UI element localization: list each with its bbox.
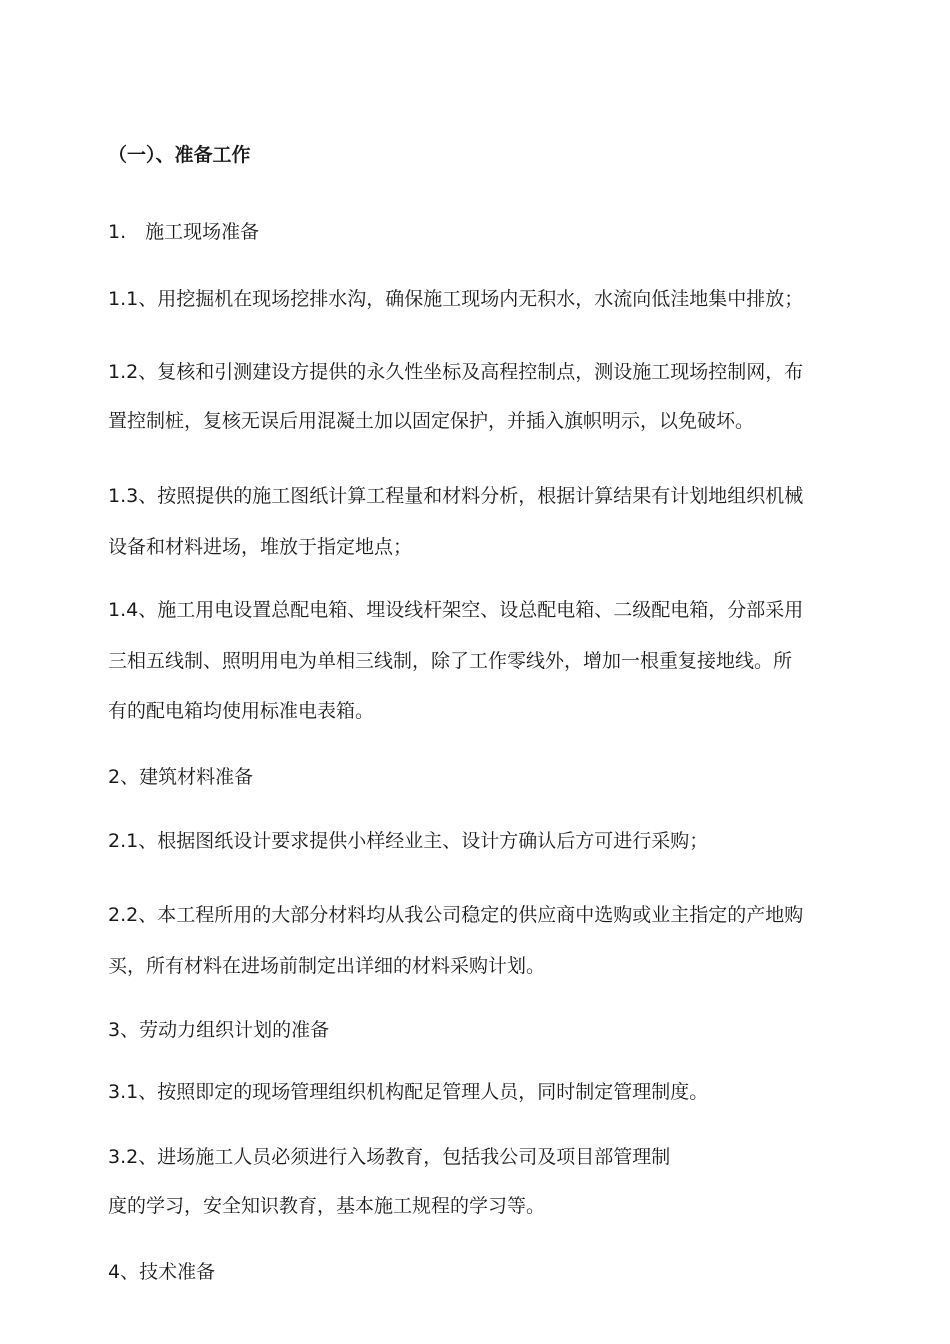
paragraph-1-1: 1.1、用挖掘机在现场挖排水沟，确保施工现场内无积水，水流向低洼地集中排放；	[108, 288, 804, 310]
heading-4: 4、技术准备	[108, 1261, 216, 1283]
paragraph-1-3-line-1: 1.3、按照提供的施工图纸计算工程量和材料分析，根据计算结果有计划地组织机械	[108, 485, 804, 507]
paragraph-3-2-line-1: 3.2、进场施工人员必须进行入场教育，包括我公司及项目部管理制	[108, 1146, 671, 1168]
heading-2: 2、建筑材料准备	[108, 766, 254, 788]
paragraph-2-2-line-2: 买，所有材料在进场前制定出详细的材料采购计划。	[108, 955, 546, 977]
heading-1: 1. 施工现场准备	[108, 221, 260, 243]
paragraph-3-1: 3.1、按照即定的现场管理组织机构配足管理人员，同时制定管理制度。	[108, 1081, 709, 1103]
paragraph-1-4-line-1: 1.4、施工用电设置总配电箱、埋设线杆架空、设总配电箱、二级配电箱，分部采用	[108, 599, 804, 621]
heading-3: 3、劳动力组织计划的准备	[108, 1019, 330, 1041]
paragraph-1-4-line-3: 有的配电箱均使用标准电表箱。	[108, 700, 375, 722]
paragraph-1-3-line-2: 设备和材料进场，堆放于指定地点；	[108, 536, 413, 558]
paragraph-2-1: 2.1、根据图纸设计要求提供小样经业主、设计方确认后方可进行采购；	[108, 830, 709, 852]
section-heading: （一）、准备工作	[108, 144, 251, 166]
paragraph-1-2-line-1: 1.2、复核和引测建设方提供的永久性坐标及高程控制点，测设施工现场控制网，布	[108, 361, 804, 383]
paragraph-1-4-line-2: 三相五线制、照明用电为单相三线制，除了工作零线外，增加一根重复接地线。所	[108, 650, 793, 672]
paragraph-1-2-line-2: 置控制桩，复核无误后用混凝土加以固定保护，并插入旗帜明示，以免破坏。	[108, 410, 755, 432]
paragraph-2-2-line-1: 2.2、本工程所用的大部分材料均从我公司稳定的供应商中选购或业主指定的产地购	[108, 904, 804, 926]
paragraph-3-2-line-2: 度的学习，安全知识教育，基本施工规程的学习等。	[108, 1195, 546, 1217]
